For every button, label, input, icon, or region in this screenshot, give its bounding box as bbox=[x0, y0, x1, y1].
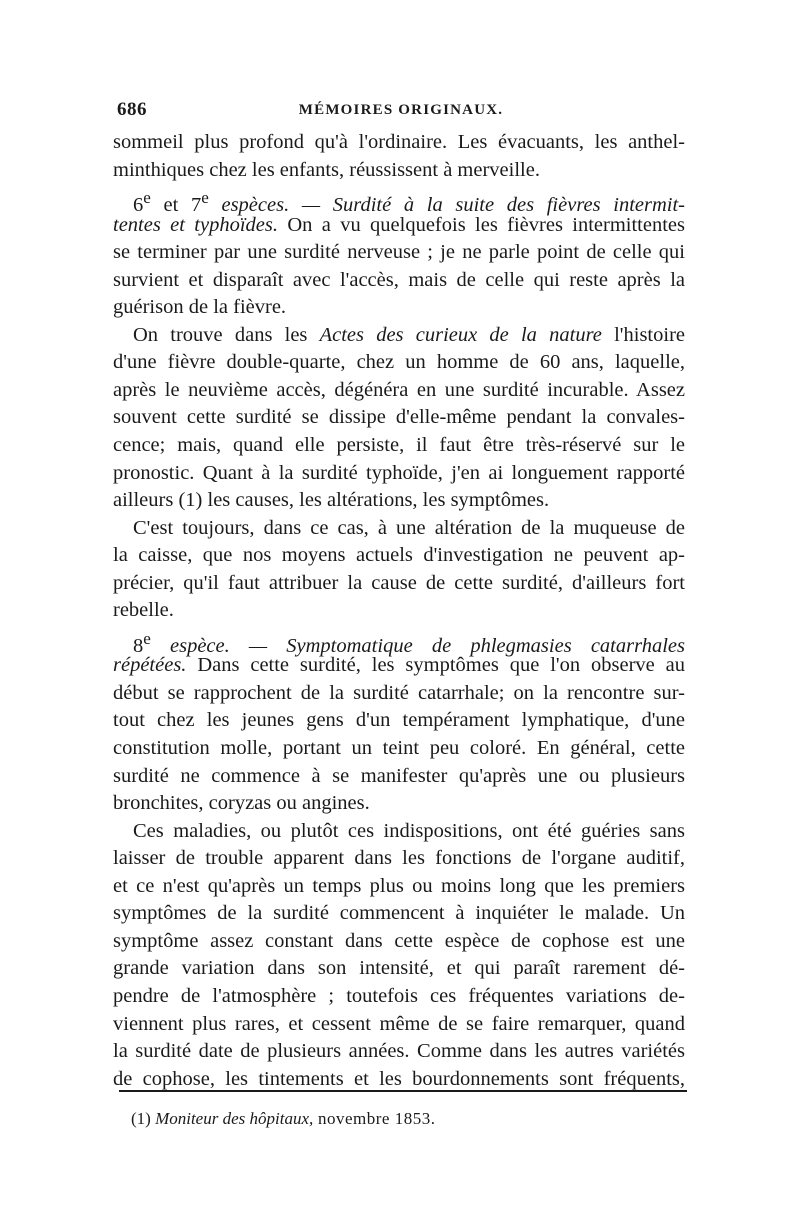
section-heading-line bbox=[113, 184, 686, 216]
section-title: tentes et typhoïdes. bbox=[113, 213, 278, 236]
text-line: début se rapprochent de la surdité catarrhale; on la rencontre sur- bbox=[113, 681, 685, 704]
text-line: la caisse, que nos moyens actuels d'investigation ne peuvent ap- bbox=[113, 544, 685, 567]
text-line: pendre de l'atmosphère ; toutefois ces fréquentes variations de- bbox=[113, 984, 685, 1007]
text-run: On trouve dans les bbox=[133, 323, 320, 346]
text-run: l'histoire bbox=[601, 323, 685, 346]
section-title: espèce. — Symptomatique de phlegmasies catarrhales bbox=[150, 634, 685, 657]
text-line: précier, qu'il faut attribuer la cause de cette surdité, d'ailleurs fort bbox=[113, 571, 685, 594]
text-line: Ces maladies, ou plutôt ces indispositions, ont été guéries sans bbox=[133, 819, 685, 842]
page-number: 686 bbox=[117, 99, 147, 120]
species-number: 8 bbox=[133, 634, 144, 657]
text-line: sommeil plus profond qu'à l'ordinaire. Les évacuants, les anthel- bbox=[113, 131, 685, 153]
text-run: On a vu quelquefois les fièvres intermittentes bbox=[278, 213, 685, 236]
text-line: ailleurs (1) les causes, les altérations, les symptômes. bbox=[113, 489, 550, 512]
text-line: se terminer par une surdité nerveuse ; je ne parle point de celle qui bbox=[113, 241, 685, 264]
text-run: Dans cette surdité, les symptômes que l'on observe au bbox=[186, 654, 685, 677]
text-line: guérison de la fièvre. bbox=[113, 296, 287, 319]
text-line: rebelle. bbox=[113, 599, 174, 622]
text-line: laisser de trouble apparent dans les fonctions de l'organe auditif, bbox=[113, 847, 685, 870]
section-heading-line bbox=[113, 625, 685, 657]
text-line: d'une fièvre double-quarte, chez un homme de 60 ans, laquelle, bbox=[113, 351, 685, 374]
text-line: minthiques chez les enfants, réussissent à merveille. bbox=[113, 158, 540, 181]
section-title: répétées. bbox=[113, 654, 187, 677]
text-line: souvent cette surdité se dissipe d'elle-même pendant la convales- bbox=[113, 406, 685, 429]
footnote-marker: (1) bbox=[131, 1109, 156, 1128]
text-line: C'est toujours, dans ce cas, à une altération de la muqueuse de bbox=[133, 516, 685, 539]
text-line: bronchites, coryzas ou angines. bbox=[113, 792, 370, 815]
text-line: survient et disparaît avec l'accès, mais de celle qui reste après la bbox=[113, 268, 685, 291]
text-line bbox=[113, 652, 685, 680]
text-line: symptôme assez constant dans cette espèce de cophose est une bbox=[113, 929, 685, 952]
footnote-divider bbox=[119, 1090, 687, 1092]
text-line: surdité ne commence à se manifester qu'après une ou plusieurs bbox=[113, 764, 685, 787]
running-head: MÉMOIRES ORIGINAUX. bbox=[298, 102, 504, 118]
section-title: espèces. — Surdité à la suite des fièvres intermit- bbox=[208, 193, 686, 216]
ordinal-suffix: e bbox=[143, 188, 151, 208]
text-line: pronostic. Quant à la surdité typhoïde, j'en ai longuement rapporté bbox=[113, 461, 685, 484]
text-line: viennent plus rares, et cessent même de se faire remarquer, quand bbox=[113, 1012, 685, 1035]
page-header bbox=[117, 99, 685, 127]
text-line: tout chez les jeunes gens d'un tempérament lymphatique, d'une bbox=[113, 709, 685, 732]
text-line: cence; mais, quand elle persiste, il faut être très-réservé sur le bbox=[113, 434, 685, 457]
conjunction: et 7 bbox=[150, 193, 202, 216]
text-line bbox=[113, 322, 685, 350]
body-text bbox=[113, 129, 685, 1093]
text-line: la surdité date de plusieurs années. Comme dans les autres variétés bbox=[113, 1040, 685, 1063]
text-line: constitution molle, portant un teint peu coloré. En général, cette bbox=[113, 737, 685, 760]
ordinal-suffix: e bbox=[201, 188, 209, 208]
text-line bbox=[113, 212, 685, 240]
text-line: grande variation dans son intensité, et qui paraît rarement dé- bbox=[113, 957, 685, 980]
cited-work-title: Actes des curieux de la nature bbox=[319, 323, 602, 346]
text-line: et ce n'est qu'après un temps plus ou moins long que les premiers bbox=[113, 874, 685, 897]
footnote-date: novembre 1853. bbox=[313, 1109, 436, 1128]
footnote-source: Moniteur des hôpitaux, bbox=[155, 1109, 314, 1128]
text-line: après le neuvième accès, dégénéra en une surdité incurable. Assez bbox=[113, 378, 685, 401]
text-line: de cophose, les tintements et les bourdonnements sont fréquents, bbox=[113, 1067, 685, 1090]
footnote bbox=[131, 1107, 435, 1131]
text-line: symptômes de la surdité commencent à inquiéter le malade. Un bbox=[113, 902, 685, 925]
ordinal-suffix: e bbox=[143, 628, 151, 648]
species-number: 6 bbox=[133, 193, 144, 216]
